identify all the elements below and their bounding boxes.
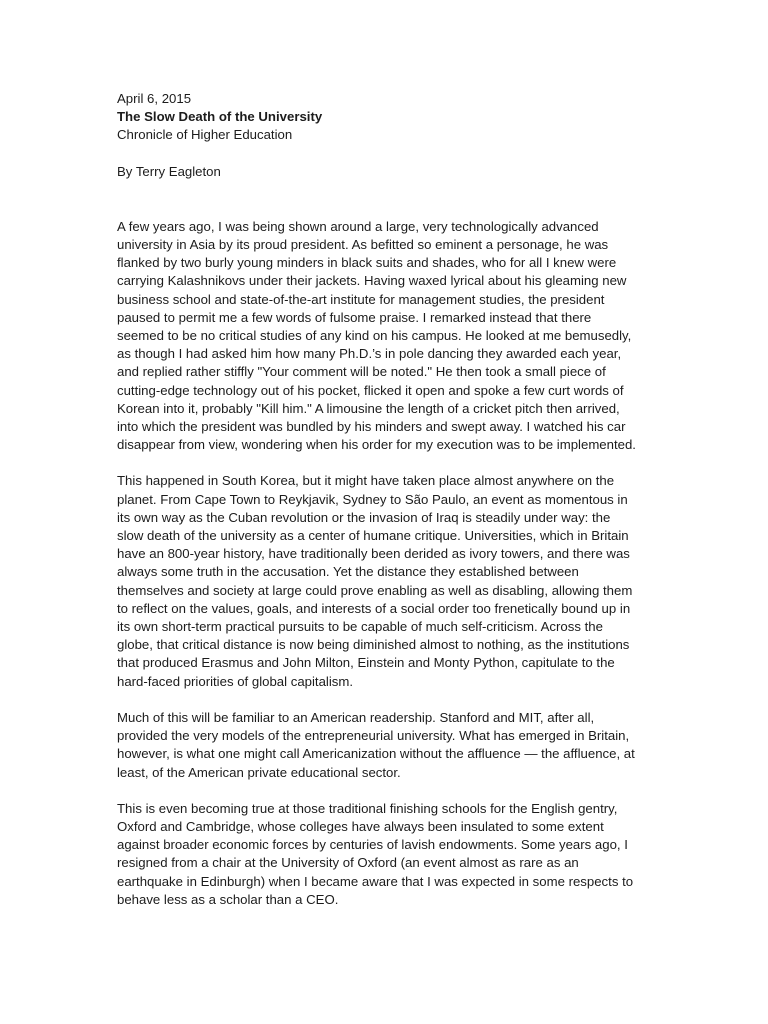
body-paragraph: This happened in South Korea, but it might have taken place almost anywhere on the planet. From Cape Town to Reykjavik, Sydney to São Paulo, an event as momentous in its own way as the Cuban revolution or the invasion of Iraq is steadily under way: the slow death of the university as a center of humane critique. Universities, which in Britain have an 800-year history, have traditionally been derided as ivory towers, and there was always some truth in the accusation. Yet the distance they established between themselves and society at large could prove enabling as well as disabling, allowing them to reflect on the values, goals, and interests of a social order too frenetically bound up in its own short-term practical pursuits to be capable of much self-criticism. Across the globe, that critical distance is now being diminished almost to nothing, as the institutions that produced Erasmus and John Milton, Einstein and Monty Python, capitulate to the hard-faced priorities of global capitalism. xyxy=(117,473,633,689)
body-paragraph: Much of this will be familiar to an American readership. Stanford and MIT, after all, provided the very models of the entrepreneurial university. What has emerged in Britain, however, is what one might call Americanization without the affluence — the affluence, at least, of the American private educational sector. xyxy=(117,709,635,780)
body-paragraph: A few years ago, I was being shown around a large, very technologically advanced university in Asia by its proud president. As befitted so eminent a personage, he was flanked by two burly young minders in black suits and shades, who for all I knew were carrying Kalashnikovs under their jackets. Having waxed lyrical about his gleaming new business school and state-of-the-art institute for management studies, the president paused to permit me a few words of fulsome praise. I remarked instead that there seemed to be no critical studies of any kind on his campus. He looked at me bemusedly, as though I had asked him how many Ph.D.’s in pole dancing they awarded each year, and replied rather stiffly "Your comment will be noted." He then took a small piece of cutting-edge technology out of his pocket, flicked it open and spoke a few curt words of Korean into it, probably "Kill him." A limousine the length of a cricket pitch then arrived, into which the president was bundled by his minders and swept away. I watched his car disappear from view, wondering when his order for my execution was to be implemented. xyxy=(117,218,636,453)
publication-name: Chronicle of Higher Education xyxy=(117,127,293,143)
article-title: The Slow Death of the University xyxy=(117,109,323,125)
article-date: April 6, 2015 xyxy=(117,91,192,106)
article-body xyxy=(117,218,637,909)
document-header xyxy=(117,90,637,181)
body-paragraph: This is even becoming true at those traditional finishing schools for the English gentry, Oxford and Cambridge, whose colleges have always been insulated to some extent against broader economic forces by centuries of lavish endowments. Some years ago, I resigned from a chair at the University of Oxford (an event almost as rare as an earthquake in Edinburgh) when I became aware that I was expected in some respects to behave less as a scholar than a CEO. xyxy=(117,800,634,907)
document-page xyxy=(117,90,637,909)
article-byline: By Terry Eagleton xyxy=(117,163,221,179)
